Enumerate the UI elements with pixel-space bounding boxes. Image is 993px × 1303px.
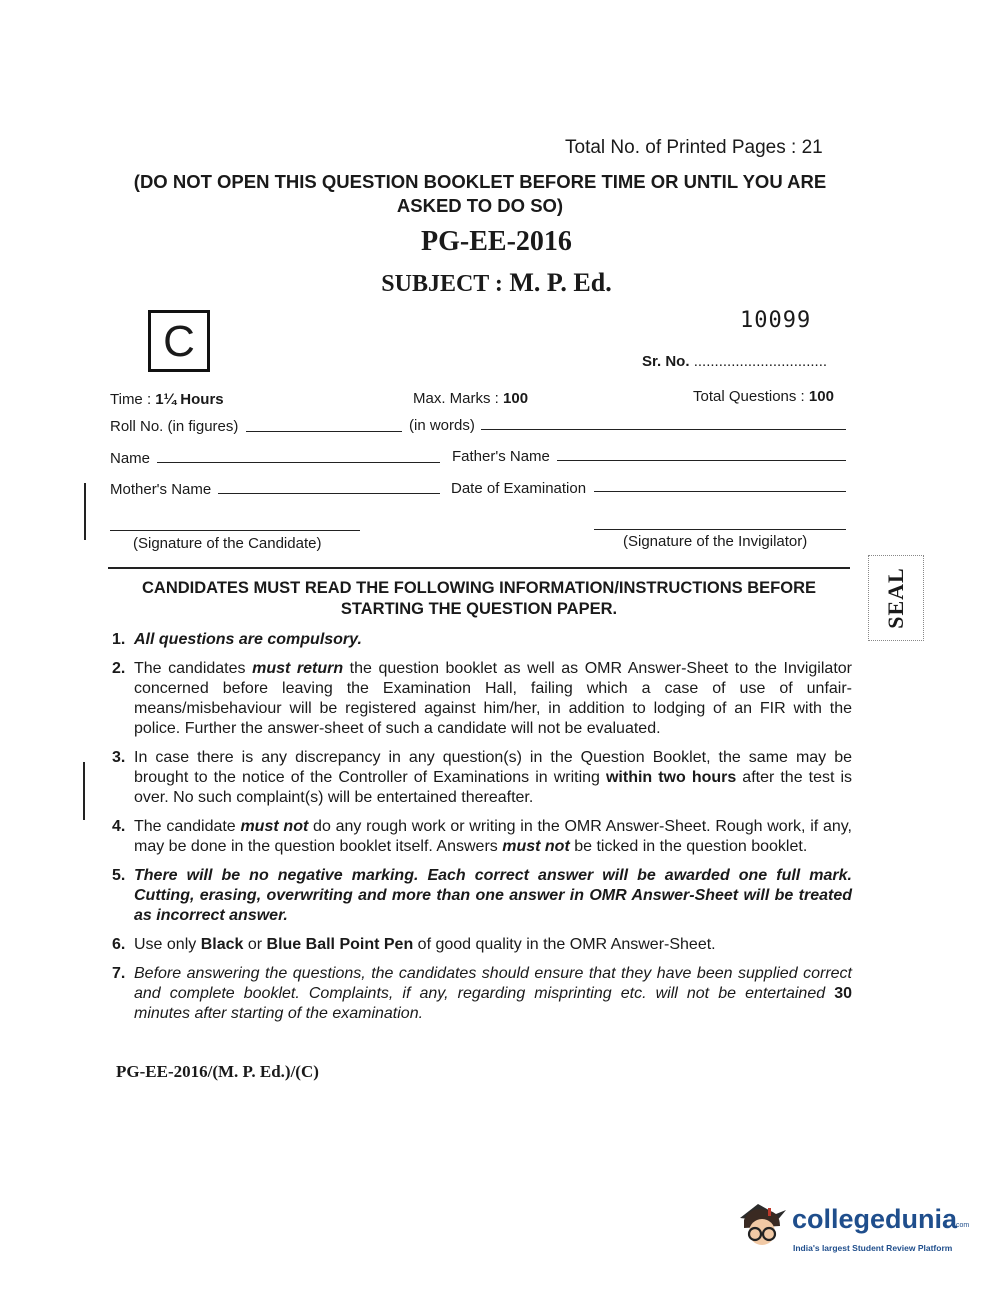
instruction-text: All questions are compulsory.: [134, 631, 362, 648]
invigilator-signature-label: (Signature of the Invigilator): [623, 533, 808, 550]
time-label: Time :: [110, 391, 156, 408]
emphasis: must return: [252, 660, 344, 677]
instruction-5: [112, 866, 852, 926]
instruction-number: 2.: [112, 660, 126, 677]
instruction-3: [112, 748, 852, 808]
instruction-text: [134, 817, 852, 857]
text-run: be ticked in the question booklet.: [569, 838, 808, 855]
name-label: Name: [110, 450, 151, 467]
date-exam-label: Date of Examination: [451, 480, 587, 497]
text-run: Before answering the questions, the candidates should ensure that they have been supplied correct and complete booklet. Complaints, if any, regarding misprinting etc. will not be entertained: [134, 965, 852, 1002]
sr-no-dots: ................................: [693, 353, 828, 370]
instruction-number: 5.: [112, 867, 126, 884]
text-run: In case there is any discrepancy in any question(s) in the Question Booklet, the same may be brought to the notice of the Controller of Examinations in writing: [134, 749, 852, 786]
instruction-text: There will be no negative marking. Each correct answer will be awarded one full mark. Cutting, erasing, overwriting and more than one answer in OMR Answer-Sheet will be treated as incorrect answer.: [134, 867, 852, 924]
instruction-text: [134, 659, 852, 739]
emphasis: must not: [502, 838, 570, 855]
text-run: Use only: [134, 936, 201, 953]
instructions-list: [112, 630, 852, 1033]
seal-stamp: [868, 555, 924, 641]
handwritten-serial: 10099: [740, 308, 812, 333]
instruction-number: 4.: [112, 818, 126, 835]
emphasis: Black: [200, 936, 244, 953]
instruction-number: 7.: [112, 965, 126, 982]
booklet-footer-code: PG-EE-2016/(M. P. Ed.)/(C): [116, 1062, 319, 1081]
instruction-text: [134, 748, 852, 808]
mothers-name-label: Mother's Name: [110, 481, 212, 498]
instruction-4: [112, 817, 852, 857]
instruction-number: 1.: [112, 631, 126, 648]
text-run: the question booklet as well as OMR Answer-Sheet to the Invigilator concerned before leaving the Examination Hall, failing which a case of use of unfair-means/misbehaviour will be registered against him/her, in addition to lodging of an FIR with the police. Further the answer-sheet of such a candidate will not be evaluated.: [134, 660, 852, 737]
instruction-text: [134, 935, 852, 955]
sr-no-label: Sr. No.: [642, 353, 690, 370]
instruction-number: 6.: [112, 936, 126, 953]
subject-label: SUBJECT :: [381, 271, 503, 297]
emphasis: must not: [240, 818, 309, 835]
instructions-heading: CANDIDATES MUST READ THE FOLLOWING INFORMATION/INSTRUCTIONS BEFORE STARTING THE QUESTION PAPER.: [141, 579, 817, 618]
invigilator-signature-line[interactable]: [594, 529, 846, 530]
text-run: The candidates: [134, 660, 253, 677]
set-code-box: C: [148, 310, 210, 372]
instruction-1: [112, 630, 852, 650]
time-value: 1¼ Hours: [155, 391, 224, 408]
watermark-brand: collegedunia: [792, 1204, 958, 1234]
fathers-name-label: Father's Name: [452, 448, 550, 465]
subject-line: [0, 268, 993, 298]
instruction-2: [112, 659, 852, 739]
total-printed-pages: Total No. of Printed Pages : 21: [565, 137, 823, 158]
emphasis: within two hours: [605, 769, 737, 786]
instruction-number: 3.: [112, 749, 126, 766]
total-questions-value: 100: [808, 388, 834, 405]
seal-text: SEAL: [883, 567, 908, 629]
margin-mark: [83, 762, 85, 820]
name-line[interactable]: [157, 462, 440, 463]
candidate-signature-line[interactable]: [110, 530, 360, 531]
text-run: of good quality in the OMR Answer-Sheet.: [413, 936, 716, 953]
do-not-open-warning: (DO NOT OPEN THIS QUESTION BOOKLET BEFORE TIME OR UNTIL YOU ARE ASKED TO DO SO): [133, 171, 827, 216]
margin-mark: [84, 483, 86, 540]
roll-figures-line[interactable]: [246, 431, 402, 432]
watermark-tagline: India's largest Student Review Platform: [793, 1243, 953, 1253]
roll-figures-label: Roll No. (in figures): [110, 418, 239, 435]
max-marks-field: [413, 390, 528, 407]
roll-words-label: (in words): [409, 417, 475, 434]
total-questions-label: Total Questions :: [693, 388, 809, 405]
max-marks-label: Max. Marks :: [413, 390, 504, 407]
mascot-logo-icon: [736, 1196, 792, 1256]
fathers-name-line[interactable]: [557, 460, 846, 461]
instruction-7: [112, 964, 852, 1024]
roll-words-line[interactable]: [481, 429, 846, 430]
date-exam-line[interactable]: [594, 491, 846, 492]
instruction-text: [134, 964, 852, 1024]
total-questions-field: [693, 388, 834, 405]
max-marks-value: 100: [503, 390, 529, 407]
text-run: do any rough work or writing in the OMR Answer-Sheet. Rough work, if any, may be done in the question booklet itself. Answers: [134, 818, 853, 855]
sr-no-field: [642, 353, 827, 370]
subject-value: M. P. Ed.: [509, 268, 612, 297]
text-run: The candidate: [134, 818, 241, 835]
emphasis: Blue Ball Point Pen: [266, 936, 414, 953]
exam-code: PG-EE-2016: [421, 226, 572, 257]
time-field: [110, 391, 224, 408]
text-run: minutes after starting of the examination.: [134, 1005, 424, 1022]
text-run: or: [243, 936, 267, 953]
section-divider: [108, 567, 850, 569]
mothers-name-line[interactable]: [218, 493, 440, 494]
watermark-suffix: .com: [954, 1222, 970, 1229]
instruction-6: [112, 935, 852, 955]
text-run: after the test is over. No such complaint(s) will be entertained thereafter.: [134, 769, 853, 806]
candidate-signature-label: (Signature of the Candidate): [133, 535, 322, 552]
emphasis: 30: [834, 985, 852, 1002]
